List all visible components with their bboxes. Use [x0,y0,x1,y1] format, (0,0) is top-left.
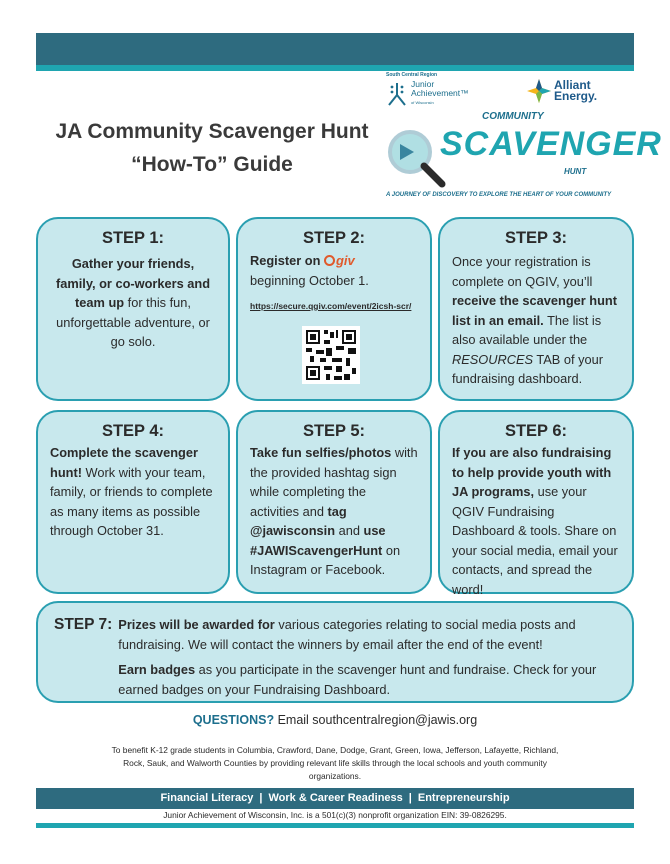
questions-line [36,713,634,727]
ja-region-label: South Central Region [386,72,438,78]
title-line-2: “How-To” Guide [131,153,293,176]
step-3-text [452,252,620,389]
step-4-text [50,443,216,541]
step-2-bold: Register on [250,253,321,268]
step-4-rest: Work with your team, family, or friends to complete as many items as possible through October 31. [50,464,213,538]
qgiv-q-icon [324,255,335,266]
pillar-financial-literacy: Financial Literacy [160,792,254,804]
ja-logo-icon [386,81,408,107]
qgiv-logo [324,251,355,271]
step-4-title: STEP 4: [101,422,165,440]
step-7-title: STEP 7: [54,616,113,633]
ja-name-1: Junior [411,79,435,89]
logo-area [380,68,662,200]
step-2-title: STEP 2: [302,229,366,247]
ja-name-2: Achievement™ [411,88,469,98]
ja-name-3: of Wisconsin [411,100,434,105]
ja-logo [386,80,469,107]
step-2-register [250,251,418,271]
pillar-separator-2: | [408,792,412,804]
step-5-t3: on Instagram or Facebook. [250,542,401,577]
step-3-t1: Once your registration is complete on QGIV, you’ll [452,254,593,289]
step-2-date: beginning October 1. [250,272,369,288]
qgiv-logo-text: giv [335,253,355,268]
step-5-text [250,443,418,580]
alliant-line-1: Alliant [554,78,591,92]
step-6-bold: If you are also fundraising to help provide youth with JA programs, [452,445,612,499]
qgiv-registration-link[interactable]: https://secure.qgiv.com/event/2icsh-scr/ [250,301,412,311]
step-5-title: STEP 5: [302,422,366,440]
step-5-t1: with the provided hashtag sign while completing the activities and [250,445,418,519]
step-3-t3: TAB of your fundraising dashboard. [452,351,604,386]
step-4-bold: Complete the scavenger hunt! [50,445,198,480]
step-7-card [36,601,634,703]
title-line-1: JA Community Scavenger Hunt [55,120,369,143]
step-1-title: STEP 1: [101,229,165,247]
page-title [36,115,388,181]
step-6-rest: use your QGIV Fundraising Dashboard & tools. Share on your social media, email your contacts, and spread the word! [452,484,618,597]
step-6-card [438,410,634,597]
footer-stripe [36,823,634,828]
questions-label: QUESTIONS? [192,713,275,727]
step-3-t2: The list is also available under the [452,312,602,347]
step-7-t2: as you participate in the scavenger hunt and fundraise. Check for your earned badges on your Fundraising Dashboard. [118,662,597,697]
step-7-text-1 [118,615,616,654]
step-7-bold-1: Prizes will be awarded for [118,617,275,632]
step-1-bold: Gather your friends, family, or co-workers and team up [55,256,211,310]
step-3-card [438,217,634,401]
pillar-entrepreneurship: Entrepreneurship [417,792,510,804]
step-5-t2: and [335,523,364,538]
pillar-separator-1: | [259,792,263,804]
step-6-title: STEP 6: [504,422,568,440]
step-1-rest: for this fun, unforgettable adventure, or go solo. [56,295,210,349]
step-7-t1: various categories relating to social media posts and fundraising. We will contact the winners by email after the end of the event! [118,617,576,652]
step-4-card [36,410,230,594]
qr-code[interactable] [302,326,360,384]
hunt-tagline: A JOURNEY OF DISCOVERY TO EXPLORE THE HEART OF YOUR COMMUNITY [386,192,612,198]
step-1-card [36,217,230,401]
hunt-logo-scavenger: SCAVENGER [440,125,662,163]
header-band [36,33,634,65]
step-7-bold-2: Earn badges [118,662,196,677]
step-2-card [236,217,432,401]
step-5-card [236,410,432,594]
step-6-text [452,443,620,599]
step-5-bold-2: tag @jawisconsin [250,503,347,538]
step-3-title: STEP 3: [504,229,568,247]
benefit-text: To benefit K-12 grade students in Columbia, Crawford, Dane, Dodge, Grant, Green, Iowa, Jefferson, Lafayette, Richland, Rock, Sauk, and Walworth Counties by providing relevant life skills through the local schools and youth community organizations. [111,745,559,781]
ja-logo-text [411,80,469,107]
step-1-text [52,254,214,352]
alliant-text [554,80,597,102]
hunt-logo-hunt: HUNT [564,167,587,176]
alliant-star-icon [526,78,552,104]
pillar-work-career: Work & Career Readiness [268,792,403,804]
pillars-band [36,788,634,809]
ein-statement: Junior Achievement of Wisconsin, Inc. is a 501(c)(3) nonprofit organization EIN: 39-0826295. [163,810,507,820]
alliant-logo [526,78,597,104]
step-5-bold-1: Take fun selfies/photos [250,445,392,460]
step-3-bold: receive the scavenger hunt list in an email. [452,293,618,328]
hunt-logo-community: COMMUNITY [482,111,544,122]
step-3-italic: RESOURCES [452,351,534,367]
alliant-line-2: Energy. [554,89,598,103]
questions-email[interactable]: Email southcentralregion@jawis.org [274,713,478,727]
step-7-text-2 [118,660,616,699]
step-5-bold-3: use #JAWIScavengerHunt [250,523,386,558]
